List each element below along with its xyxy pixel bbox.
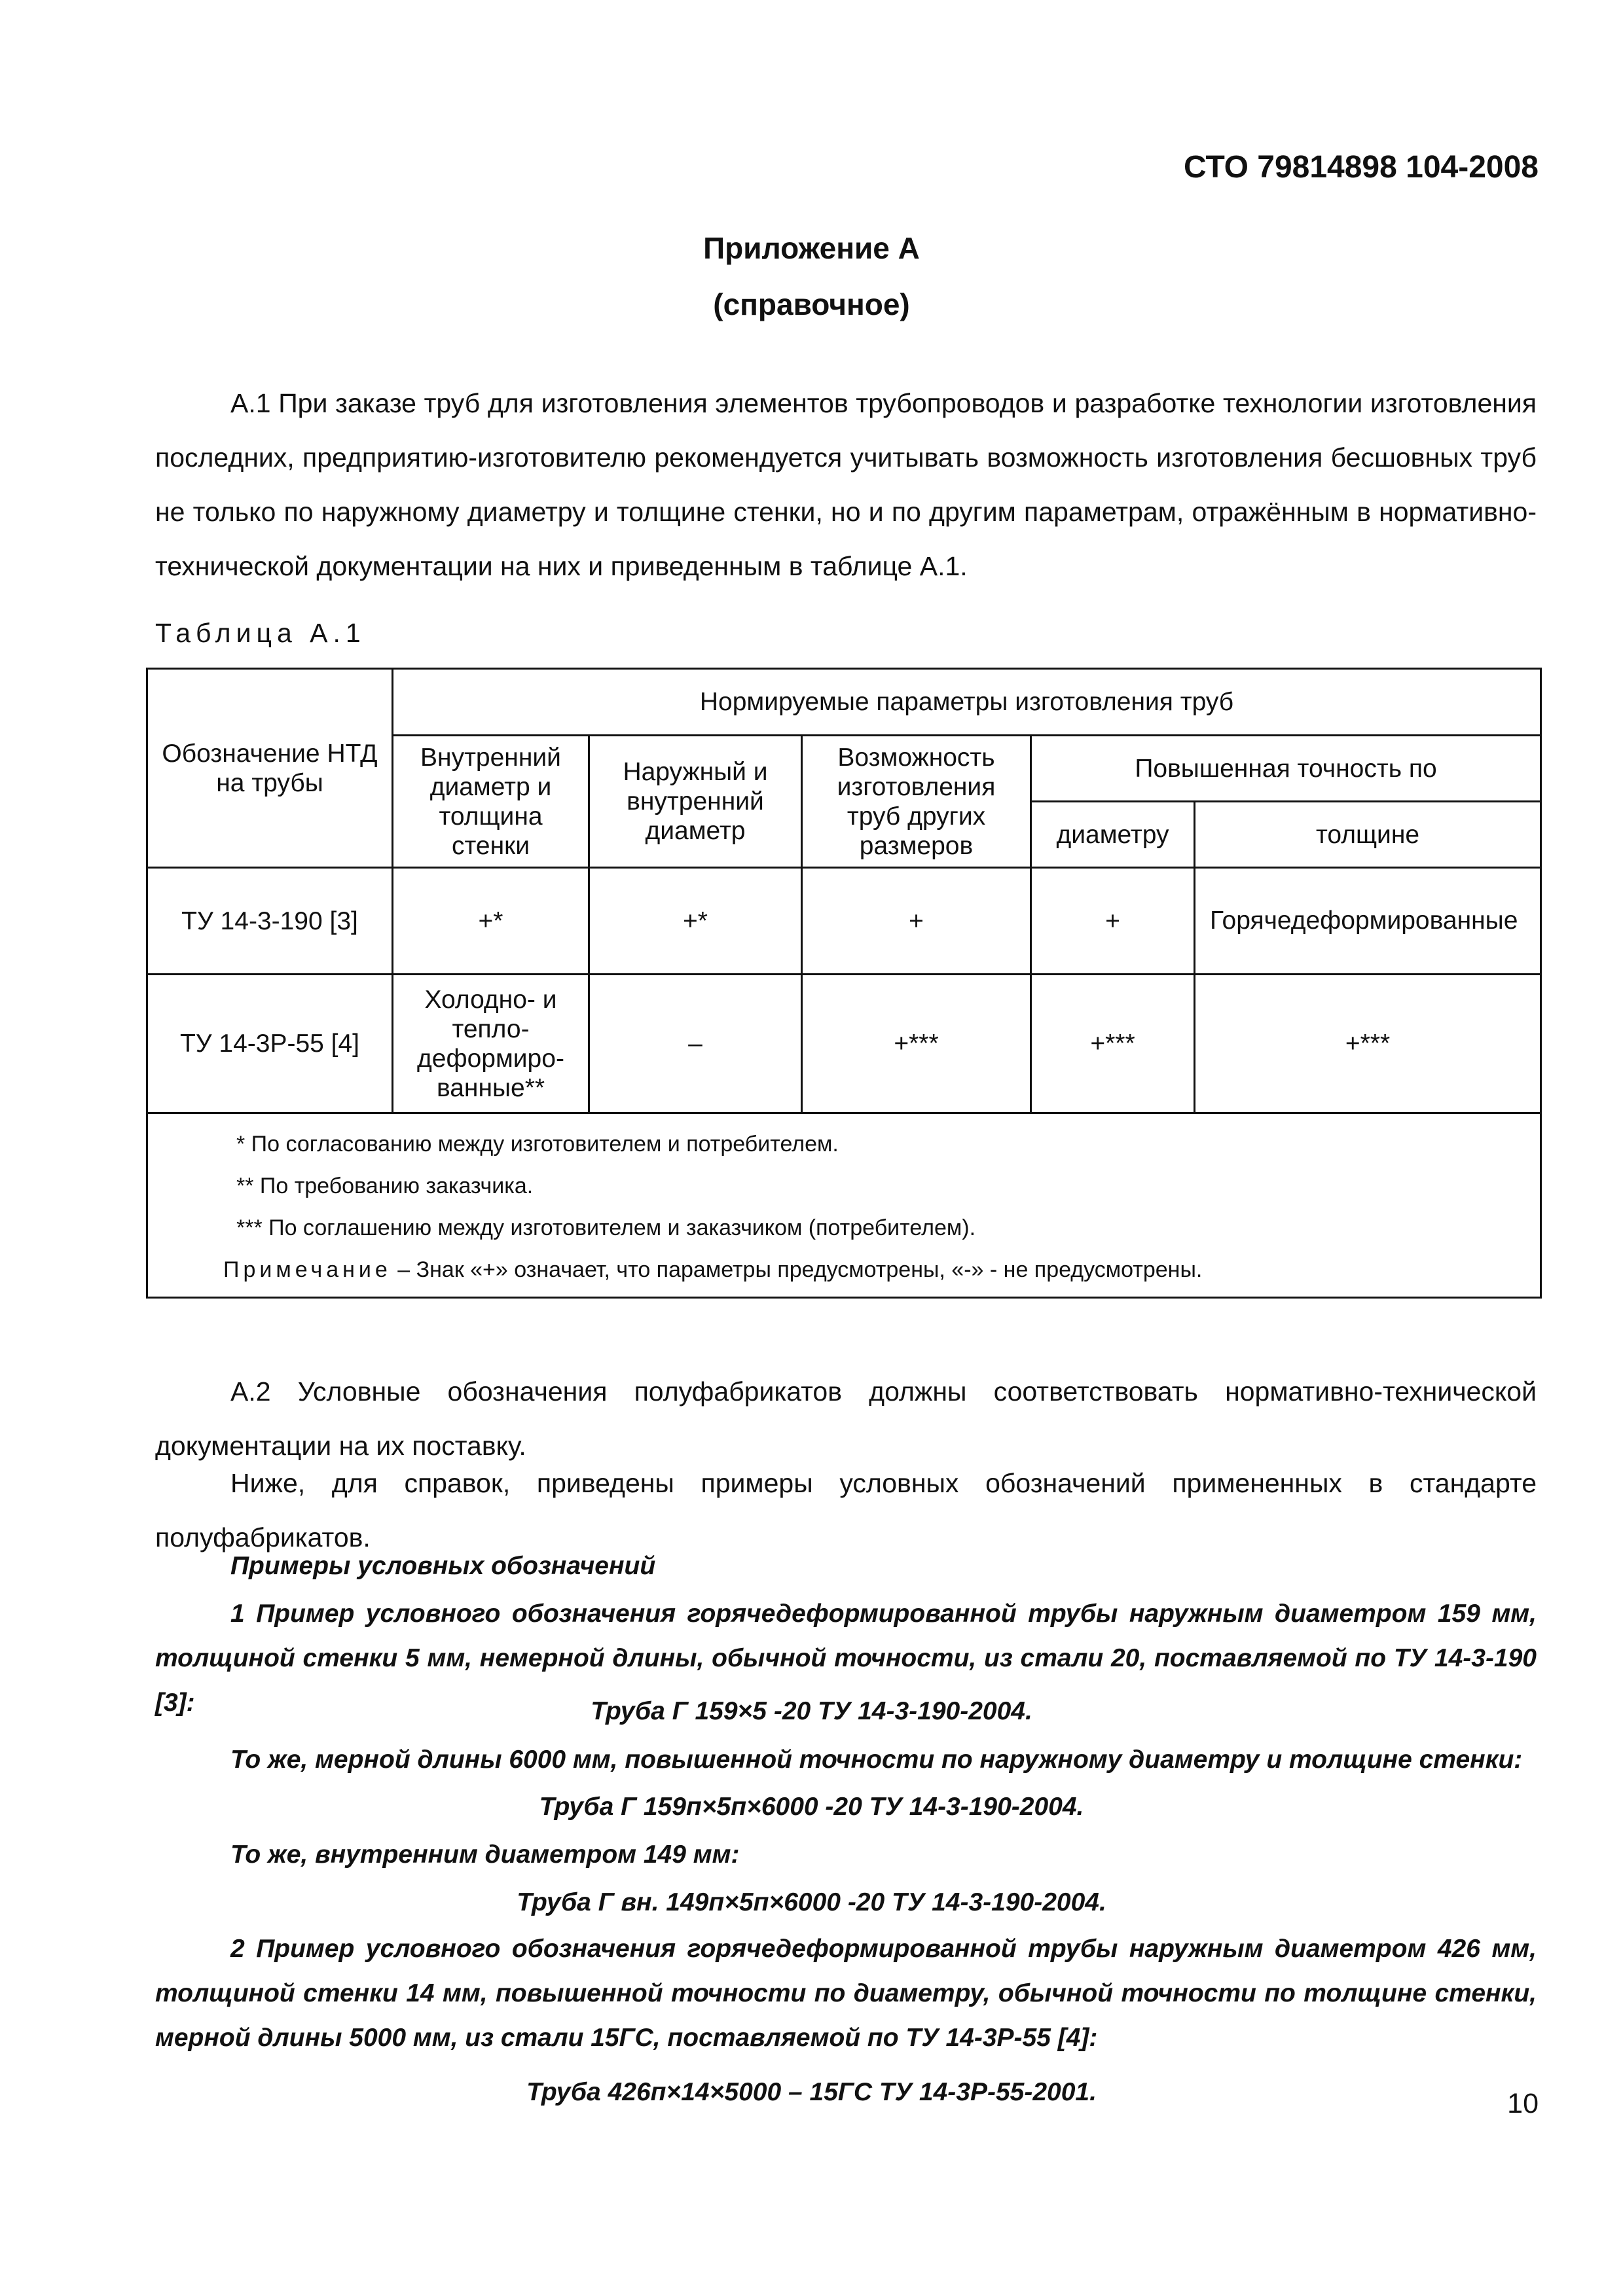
header-group: Нормируемые параметры изготовления труб <box>393 669 1541 736</box>
cell-diameter: +*** <box>1031 975 1195 1113</box>
cell-inner-diameter-wall: Холодно- и теплодеформированные** <box>393 975 589 1113</box>
parameters-table <box>146 668 1542 1299</box>
footnote: *** По соглашению между изготовителем и заказчиком (потребителем). <box>236 1215 976 1240</box>
header-inner-diameter-wall: Внутренний диаметр и толщина стенки <box>393 736 589 868</box>
table-row <box>147 975 1541 1113</box>
appendix-title: Приложение А <box>703 231 920 265</box>
note-label: Примечание <box>223 1257 392 1282</box>
example-1c-code: Труба Г вн. 149п×5п×6000 -20 ТУ 14-3-190-2004. <box>517 1888 1106 1916</box>
header-thickness: толщине <box>1195 802 1541 868</box>
example-1-text: 1 Пример условного обозначения горячедеформированной трубы наружным диаметром 159 мм, толщиной стенки 5 мм, немерной длины, обычной точности, из стали 20, поставляемой по ТУ 14-3-190 [3]: <box>155 1600 1537 1717</box>
paragraph-a1 <box>155 376 1537 594</box>
example-1b-code: Труба Г 159п×5п×6000 -20 ТУ 14-3-190-2004. <box>539 1793 1084 1821</box>
examples-heading: Примеры условных обозначений <box>230 1552 656 1580</box>
cell-thickness: Горячедеформированные <box>1195 868 1541 975</box>
appendix-subtitle: (справочное) <box>713 287 910 321</box>
note-text: – Знак «+» означает, что параметры предусмотрены, «-» - не предусмотрены. <box>391 1257 1203 1282</box>
header-precision: Повышенная точность по <box>1031 736 1541 802</box>
table-row <box>147 868 1541 975</box>
example-1-code: Труба Г 159×5 -20 ТУ 14-3-190-2004. <box>591 1697 1032 1725</box>
example-2 <box>155 1927 1537 2060</box>
cell-outer-inner-diameter: +* <box>589 868 802 975</box>
example-1c: То же, внутренним диаметром 149 мм: <box>230 1840 740 1869</box>
footnote: ** По требованию заказчика. <box>236 1174 534 1198</box>
paragraph-a1-text: А.1 При заказе труб для изготовления элементов трубопроводов и разработке технологии изготовления последних, предприятию-изготовителю рекомендуется учитывать возможность изготовления бесшовных труб не только по наружному диаметру и толщине стенки, но и по другим параметрам, отражённым в нормативно-технической документации на них и приведенным в таблице А.1. <box>155 388 1537 581</box>
header-outer-inner-diameter: Наружный и внутренний диаметр <box>589 736 802 868</box>
cell-thickness: +*** <box>1195 975 1541 1113</box>
page-number: 10 <box>1507 2088 1539 2119</box>
cell-outer-inner-diameter: – <box>589 975 802 1113</box>
example-2-code: Труба 426п×14×5000 – 15ГС ТУ 14-3Р-55-2001. <box>526 2078 1097 2106</box>
paragraph-a3-text: Ниже, для справок, приведены примеры условных обозначений примененных в стандарте полуфабрикатов. <box>155 1468 1537 1552</box>
cell-diameter: + <box>1031 868 1195 975</box>
cell-designation: ТУ 14-3-190 [3] <box>147 868 393 975</box>
cell-designation: ТУ 14-3Р-55 [4] <box>147 975 393 1113</box>
header-designation: Обозначение НТД на трубы <box>147 669 393 868</box>
cell-inner-diameter-wall: +* <box>393 868 589 975</box>
paragraph-a2-text: А.2 Условные обозначения полуфабрикатов должны соответствовать нормативно-технической документации на их поставку. <box>155 1376 1537 1461</box>
document-number: СТО 79814898 104-2008 <box>1183 150 1539 185</box>
footnote: * По согласованию между изготовителем и потребителем. <box>236 1132 839 1157</box>
example-1b: То же, мерной длины 6000 мм, повышенной точности по наружному диаметру и толщине стенки: <box>230 1746 1523 1774</box>
header-other-sizes: Возможность изготовления труб других размеров <box>802 736 1031 868</box>
header-diameter: диаметру <box>1031 802 1195 868</box>
table-notes <box>147 1113 1541 1298</box>
cell-other-sizes: + <box>802 868 1031 975</box>
table-caption: Таблица А.1 <box>155 618 366 648</box>
table-note <box>148 1249 1540 1291</box>
cell-other-sizes: +*** <box>802 975 1031 1113</box>
example-2-text: 2 Пример условного обозначения горячедеформированной трубы наружным диаметром 426 мм, толщиной стенки 14 мм, повышенной точности по диаметру, обычной точности по толщине стенки, мерной длины 5000 мм, из стали 15ГС, поставляемой по ТУ 14-3Р-55 [4]: <box>155 1935 1537 2052</box>
